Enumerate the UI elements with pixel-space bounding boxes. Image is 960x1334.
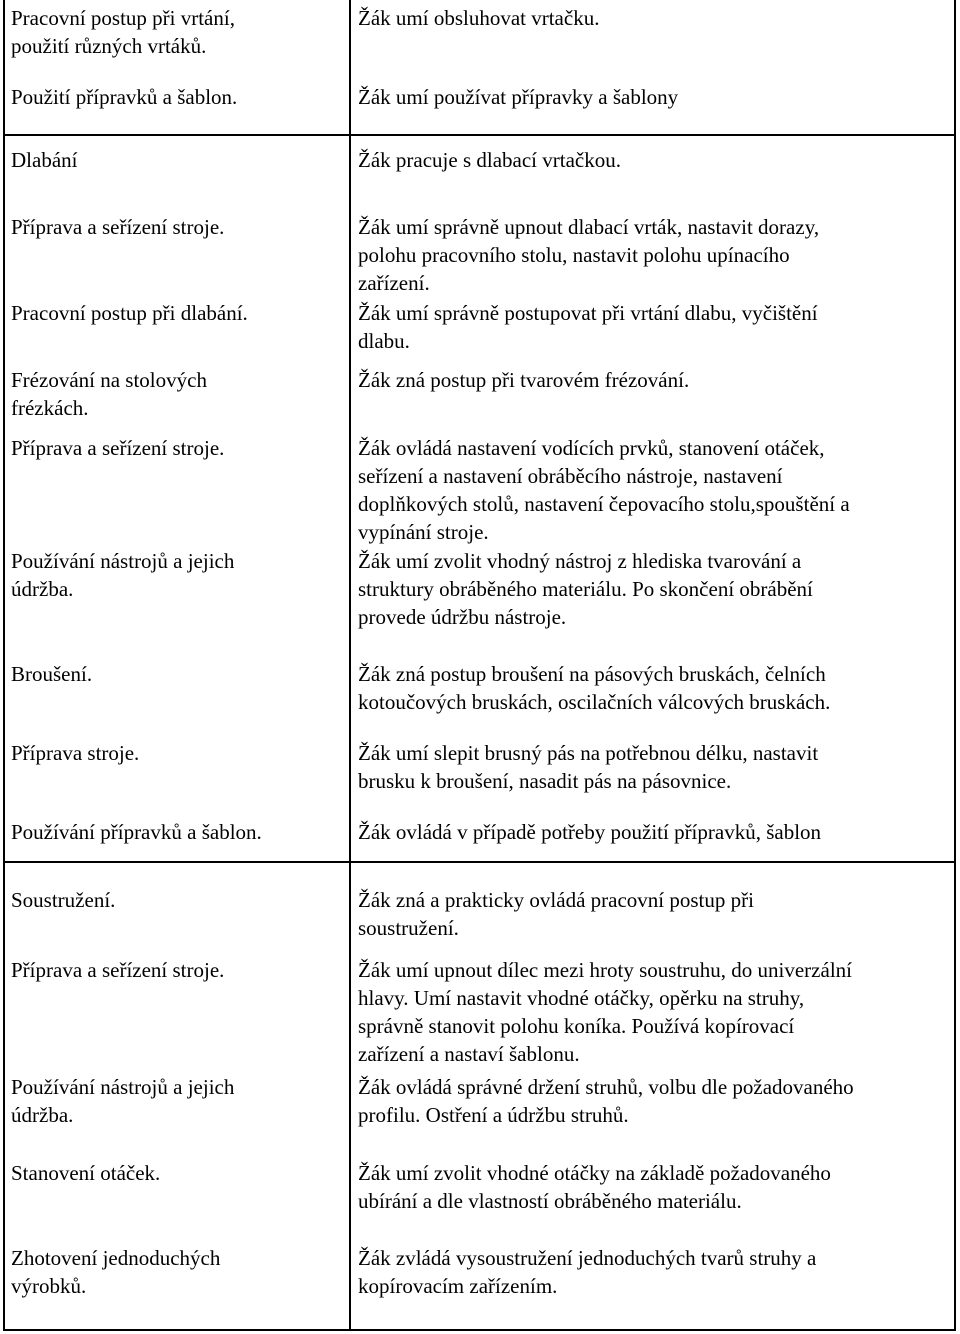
outcome-cell (358, 434, 850, 546)
column-divider (349, 0, 351, 1329)
topic-cell (11, 146, 77, 174)
outcome-text: Žák zná postup při tvarovém frézování. (358, 368, 690, 392)
topic-cell (11, 818, 262, 846)
topic-cell (11, 83, 237, 111)
topic-cell (11, 547, 234, 603)
topic-text: Frézování na stolových frézkách. (11, 368, 207, 420)
outcome-cell (358, 213, 819, 297)
outcome-text: Žák umí zvolit vhodný nástroj z hlediska tvarování a struktury obráběného materiálu. Po skončení obrábění provede údržbu nástroje. (358, 549, 813, 629)
outcome-text: Žák umí zvolit vhodné otáčky na základě požadovaného ubírání a dle vlastností obráběného materiálu. (358, 1161, 831, 1213)
topic-text: Pracovní postup při vrtání, použití různých vrtáků. (11, 6, 235, 58)
outcome-text: Žák ovládá v případě potřeby použití přípravků, šablon (358, 820, 822, 844)
topic-cell (11, 1159, 160, 1187)
topic-text: Použití přípravků a šablon. (11, 85, 238, 109)
topic-cell (11, 956, 224, 984)
outcome-text: Žák zvládá vysoustružení jednoduchých tvarů struhy a kopírovacím zařízením. (358, 1246, 817, 1298)
topic-cell (11, 213, 224, 241)
outcome-text: Žák umí správně postupovat při vrtání dlabu, vyčištění dlabu. (358, 301, 818, 353)
outcome-text: Žák umí slepit brusný pás na potřebnou délku, nastavit brusku k broušení, nasadit pás na pásovnice. (358, 741, 819, 793)
outcome-cell (358, 299, 818, 355)
outcome-text: Žák umí správně upnout dlabací vrták, nastavit dorazy, polohu pracovního stolu, nastavit polohu upínacího zařízení. (358, 215, 820, 295)
topic-text: Soustružení. (11, 888, 116, 912)
outcome-cell (358, 1244, 816, 1300)
outcome-text: Žák pracuje s dlabací vrtačkou. (358, 148, 621, 172)
outcome-cell (358, 886, 754, 942)
outcome-cell (358, 660, 830, 716)
topic-cell (11, 1073, 234, 1129)
outcome-text: Žák umí obsluhovat vrtačku. (358, 6, 600, 30)
topic-text: Příprava a seřízení stroje. (11, 215, 225, 239)
topic-text: Stanovení otáček. (11, 1161, 161, 1185)
topic-text: Pracovní postup při dlabání. (11, 301, 248, 325)
topic-cell (11, 4, 235, 60)
outcome-cell (358, 83, 678, 111)
topic-cell (11, 434, 224, 462)
topic-text: Dlabání (11, 148, 78, 172)
topic-text: Používání nástrojů a jejich údržba. (11, 1075, 235, 1127)
outcome-cell (358, 739, 818, 795)
topic-cell (11, 660, 92, 688)
topic-text: Příprava stroje. (11, 741, 140, 765)
outcome-text: Žák ovládá správné držení struhů, volbu dle požadovaného profilu. Ostření a údržbu struhů. (358, 1075, 854, 1127)
topic-cell (11, 886, 115, 914)
outcome-text: Žák zná postup broušení na pásových bruskách, čelních kotoučových bruskách, oscilačních válcových bruskách. (358, 662, 831, 714)
topic-text: Používání přípravků a šablon. (11, 820, 262, 844)
outcome-text: Žák umí upnout dílec mezi hroty soustruhu, do univerzální hlavy. Umí nastavit vhodné otáčky, opěrku na struhy, správně stanovit polohu koníka. Používá kopírovací zařízení a nastaví šablonu. (358, 958, 852, 1066)
section-divider (5, 134, 954, 136)
outcome-cell (358, 146, 621, 174)
topic-text: Používání nástrojů a jejich údržba. (11, 549, 235, 601)
outcome-text: Žák umí používat přípravky a šablony (358, 85, 679, 109)
outcome-text: Žák zná a prakticky ovládá pracovní postup při soustružení. (358, 888, 754, 940)
outcome-cell (358, 956, 852, 1068)
topic-cell (11, 366, 207, 422)
outcome-cell (358, 818, 821, 846)
outcome-cell (358, 1159, 831, 1215)
topic-text: Broušení. (11, 662, 93, 686)
topic-cell (11, 1244, 220, 1300)
outcome-cell (358, 1073, 854, 1129)
outcome-cell (358, 366, 689, 394)
topic-text: Příprava a seřízení stroje. (11, 436, 225, 460)
outcome-cell (358, 4, 599, 32)
outcome-text: Žák ovládá nastavení vodících prvků, stanovení otáček, seřízení a nastavení obráběcího nástroje, nastavení doplňkových stolů, nastavení čepovacího stolu,spouštění a vypínání stroje. (358, 436, 850, 544)
topic-text: Zhotovení jednoduchých výrobků. (11, 1246, 221, 1298)
topic-cell (11, 299, 248, 327)
section-divider (5, 861, 954, 863)
topic-text: Příprava a seřízení stroje. (11, 958, 225, 982)
outcome-cell (358, 547, 813, 631)
topic-cell (11, 739, 139, 767)
